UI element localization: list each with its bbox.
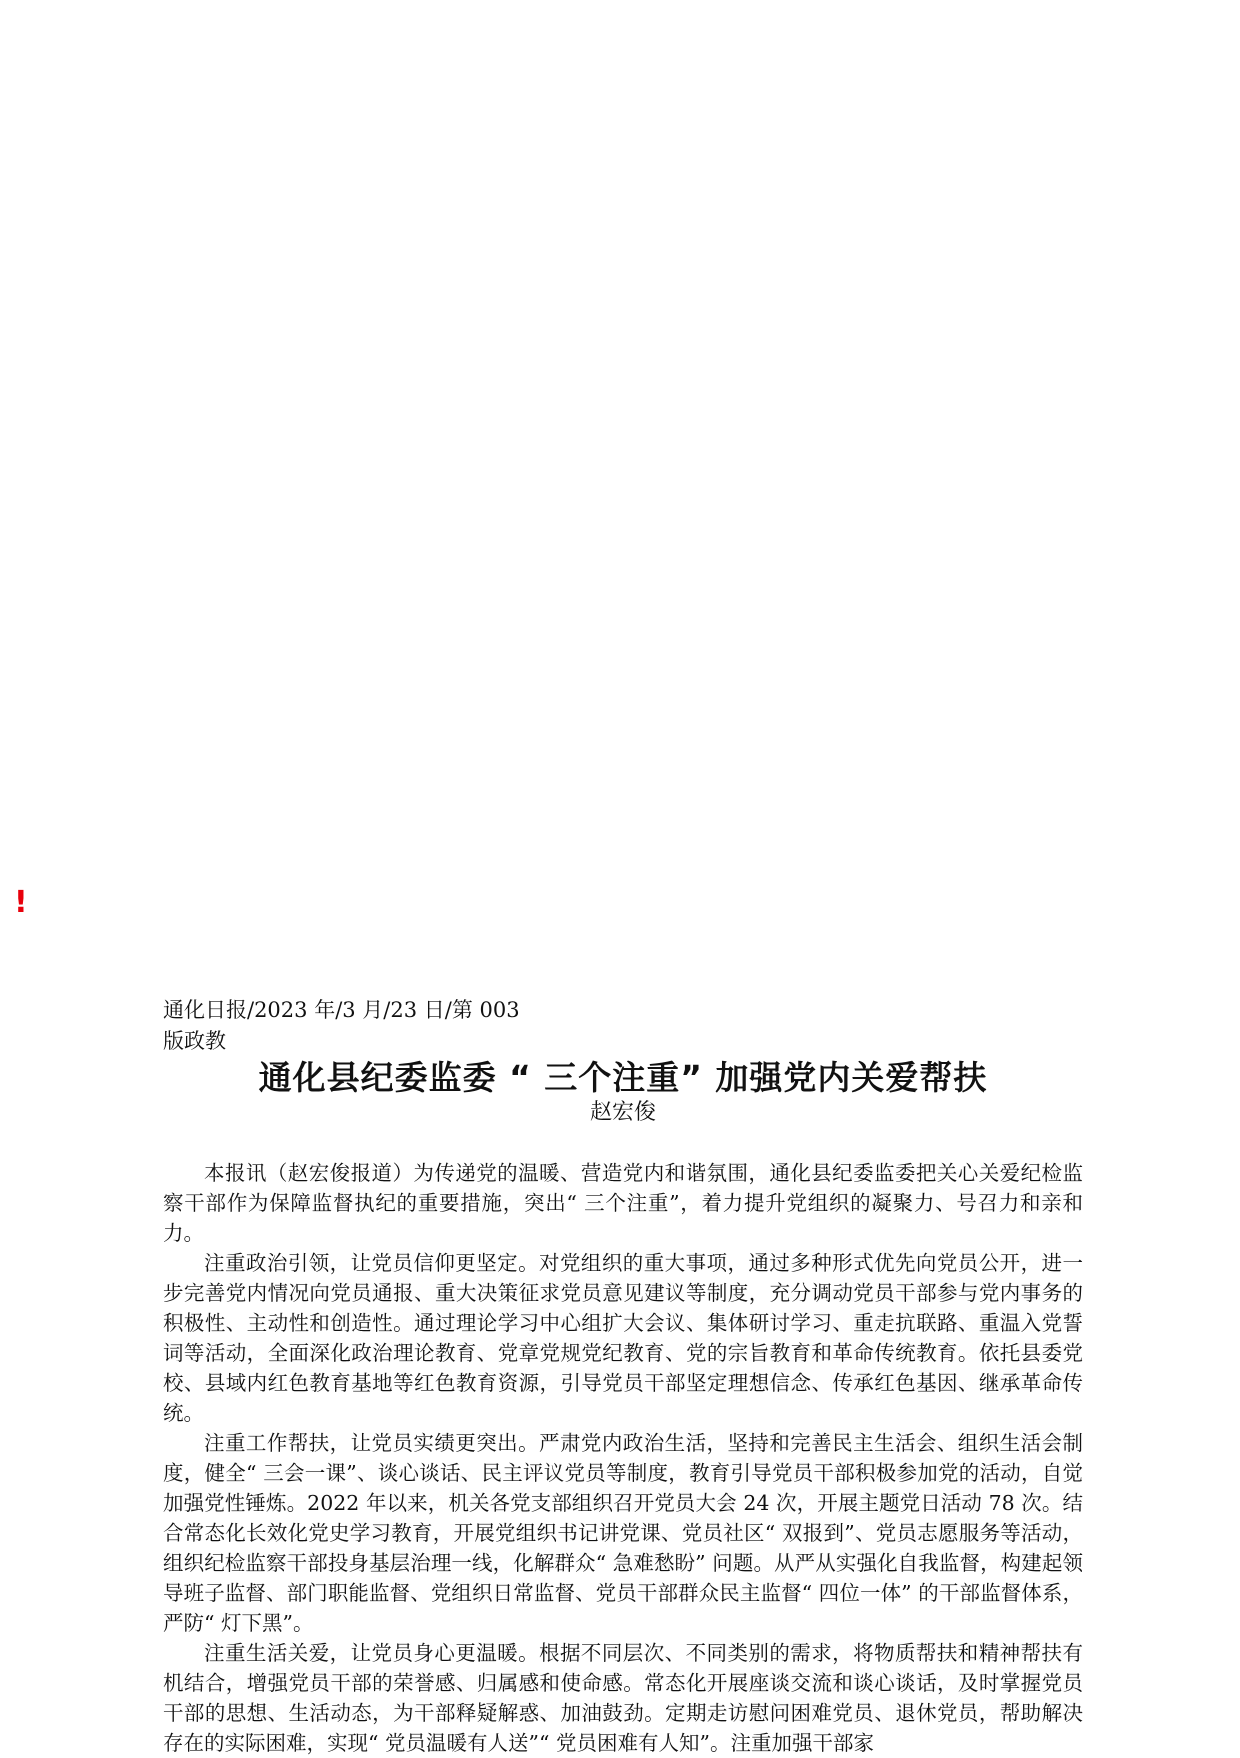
red-exclamation-mark: ! — [14, 885, 28, 920]
article-title: 通化县纪委监委 “ 三个注重” 加强党内关爱帮扶 — [258, 1058, 988, 1097]
section-line: 版政教 — [163, 1029, 226, 1053]
publication-info — [163, 995, 523, 1057]
paragraph-life-care: 注重生活关爱，让党员身心更温暖。根据不同层次、不同类别的需求，将物质帮扶和精神帮扶有机结合，增强党员干部的荣誉感、归属感和使命感。常态化开展座谈交流和谈心谈话，及时掌握党员干部的思想、生活动态，为干部释疑解惑、加油鼓劲。定期走访慰问困难党员、退休党员，帮助解决存在的实际困难，实现“ 党员温暖有人送”“ 党员困难有人知”。注重加强干部家 — [163, 1641, 1083, 1755]
paragraph-work-support: 注重工作帮扶，让党员实绩更突出。严肃党内政治生活，坚持和完善民主生活会、组织生活会制度，健全“ 三会一课”、谈心谈话、民主评议党员等制度，教育引导党员干部积极参加党的活动，自觉加强党性锤炼。2022 年以来，机关各党支部组织召开党员大会 24 次，开展主题党日活动 78 次。结合常态化长效化党史学习教育，开展党组织书记讲党课、党员社区“ 双报到”、党员志愿服务等活动，组织纪检监察干部投身基层治理一线，化解群众“ 急难愁盼” 问题。从严从实强化自我监督，构建起领导班子监督、部门职能监督、党组织日常监督、党员干部群众民主监督“ 四位一体” 的干部监督体系，严防“ 灯下黑”。 — [163, 1431, 1083, 1635]
paragraph-intro: 本报讯（赵宏俊报道）为传递党的温暖、营造党内和谐氛围，通化县纪委监委把关心关爱纪检监察干部作为保障监督执纪的重要措施，突出“ 三个注重”，着力提升党组织的凝聚力、号召力和亲和力。 — [163, 1161, 1083, 1245]
article-author: 赵宏俊 — [589, 1100, 656, 1125]
article-body — [163, 1158, 1083, 1758]
publication-line: 通化日报/2023 年/3 月/23 日/第 003 — [163, 998, 520, 1022]
paragraph-political-guidance: 注重政治引领，让党员信仰更坚定。对党组织的重大事项，通过多种形式优先向党员公开，进一步完善党内情况向党员通报、重大决策征求党员意见建议等制度，充分调动党员干部参与党内事务的积极性、主动性和创造性。通过理论学习中心组扩大会议、集体研讨学习、重走抗联路、重温入党誓词等活动，全面深化政治理论教育、党章党规党纪教育、党的宗旨教育和革命传统教育。依托县委党校、县域内红色教育基地等红色教育资源，引导党员干部坚定理想信念、传承红色基因、继承革命传统。 — [163, 1251, 1083, 1425]
